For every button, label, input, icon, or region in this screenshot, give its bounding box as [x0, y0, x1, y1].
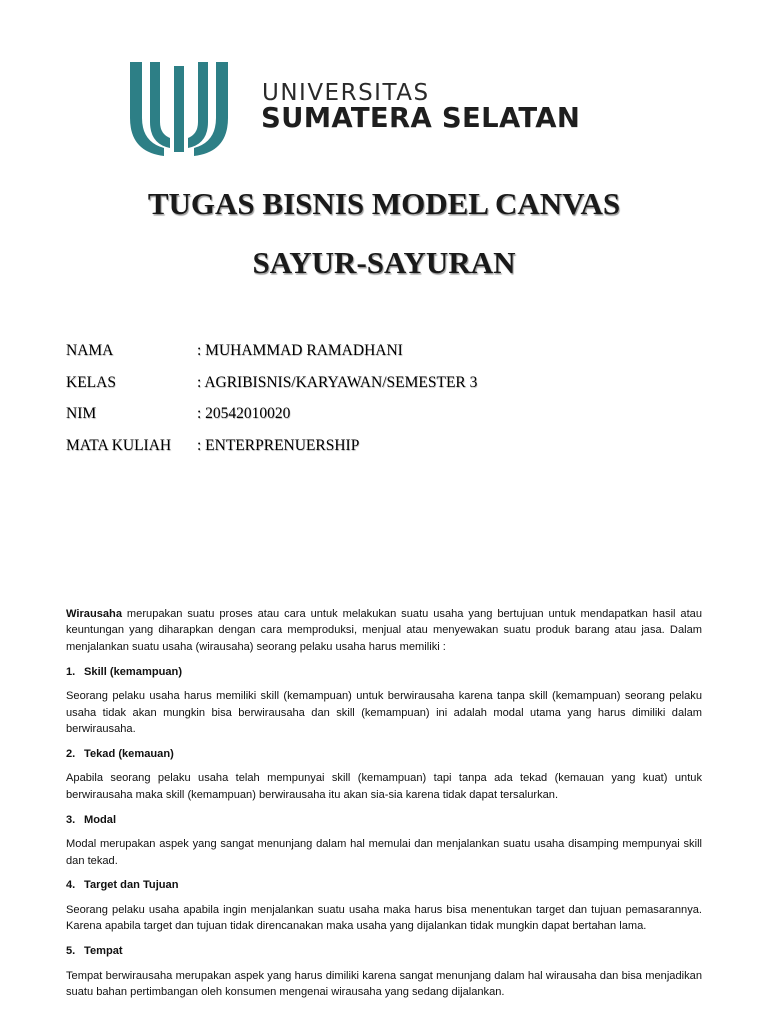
- identity-label: KELAS: [66, 373, 116, 391]
- section-heading-text: Target dan Tujuan: [84, 879, 179, 892]
- identity-label: NIM: [66, 405, 97, 422]
- intro-paragraph: [66, 606, 702, 655]
- section-paragraph-target: Seorang pelaku usaha apabila ingin menjalankan suatu usaha maka harus bisa menentukan target dan tujuan pemasarannya. Karena apabila target dan tujuan tidak direncanakan maka usaha yang dijalankan tidak mungkin dapat bertahan lama.: [66, 904, 702, 933]
- intro-text: merupakan suatu proses atau cara untuk melakukan suatu usaha yang bertujuan untuk mendapatkan hasil atau keuntungan yang diharapkan dengan cara memproduksi, menjual atau menyewakan suatu produk barang atau jasa. Dalam menjalankan suatu usaha (wirausaha) seorang pelaku usaha harus memiliki :: [66, 608, 702, 653]
- identity-value: : MUHAMMAD RAMADHANI: [197, 342, 403, 359]
- section-heading-tempat: [66, 943, 702, 959]
- identity-label: MATA KULIAH: [66, 436, 172, 454]
- section-number: 5.: [66, 945, 76, 958]
- section-heading-target: [66, 877, 702, 893]
- section-paragraph-skill: Seorang pelaku usaha harus memiliki skill (kemampuan) untuk berwirausaha karena tanpa skill (kemampuan) seorang pelaku usaha tidak akan mungkin bisa berwirausaha dan skill (kemampuan) ini adalah modal utama yang harus dimiliki dalam berwirausaha.: [66, 690, 702, 736]
- section-heading-skill: [66, 664, 702, 680]
- section-heading-tekad: [66, 746, 702, 762]
- intro-term: Wirausaha: [66, 608, 123, 620]
- section-heading-text: Skill (kemampuan): [84, 665, 183, 678]
- section-paragraph-tempat: Tempat berwirausaha merupakan aspek yang harus dimiliki karena sangat menunjang dalam hal wirausaha dan bisa menjadikan suatu bahan pertimbangan oleh konsumen mengenai wirausaha yang sedang dijalankan.: [66, 969, 702, 999]
- identity-value: : AGRIBISNIS/KARYAWAN/SEMESTER 3: [197, 373, 478, 391]
- identity-value: : ENTERPRENUERSHIP: [197, 436, 360, 454]
- university-name-line2: SUMATERA SELATAN: [261, 102, 581, 134]
- document-body: [66, 606, 702, 1009]
- identity-label: NAMA: [66, 342, 114, 359]
- section-number: 4.: [66, 879, 76, 892]
- university-name-line1: UNIVERSITAS: [262, 80, 430, 106]
- section-heading-text: Tekad (kemauan): [84, 747, 174, 760]
- document-subtitle: SAYUR-SAYURAN: [252, 245, 516, 280]
- section-heading-text: Modal: [84, 813, 117, 826]
- document-title: TUGAS BISNIS MODEL CANVAS: [147, 186, 621, 221]
- section-heading-modal: [66, 812, 702, 828]
- section-paragraph-tekad: Apabila seorang pelaku usaha telah mempunyai skill (kemampuan) tapi tanpa ada tekad (kemauan yang kuat) untuk berwirausaha maka skill (kemampuan) berwirausaha itu akan sia-sia karena tidak dapat tersalurkan.: [66, 772, 702, 801]
- section-number: 3.: [66, 813, 76, 826]
- university-header: [128, 60, 648, 160]
- section-paragraph-modal: Modal merupakan aspek yang sangat menunjang dalam hal memulai dan menjalankan suatu usaha disamping mempunyai skill dan tekad.: [66, 838, 702, 867]
- university-logo-icon: [128, 60, 238, 156]
- identity-value: : 20542010020: [197, 405, 291, 422]
- section-heading-text: Tempat: [84, 945, 123, 958]
- section-number: 2.: [66, 747, 76, 760]
- section-number: 1.: [66, 665, 76, 678]
